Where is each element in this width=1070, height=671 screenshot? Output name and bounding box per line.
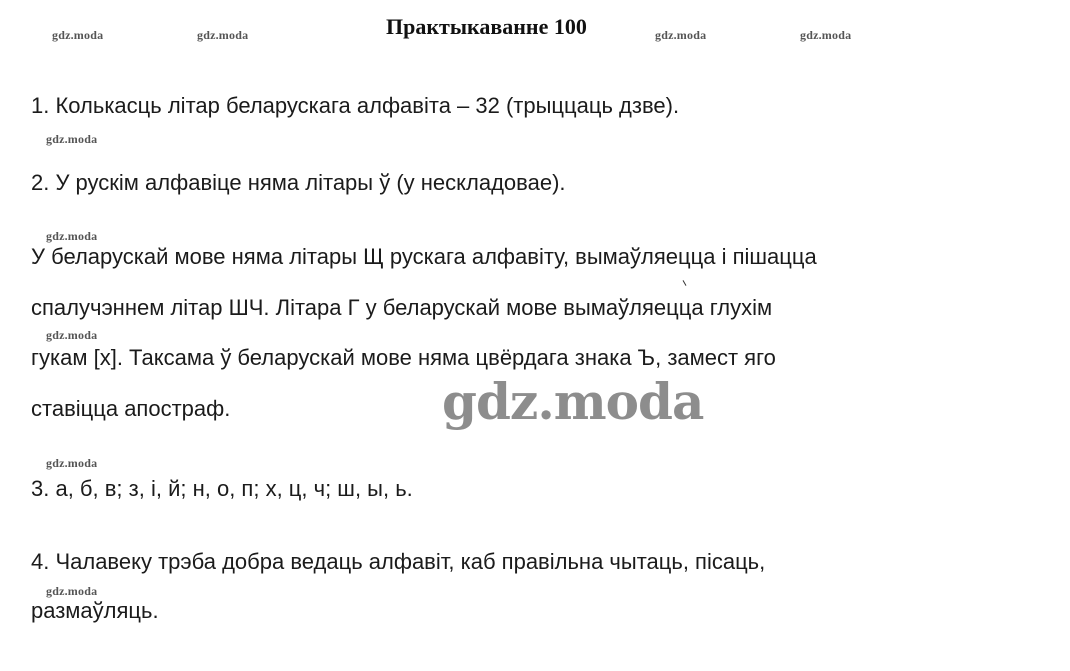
watermark-logo: gdz.moda	[442, 372, 704, 431]
watermark-text: gdz.moda	[46, 584, 98, 598]
watermark-text: gdz.moda	[46, 132, 98, 146]
watermark-text: gdz.moda	[46, 456, 98, 470]
answer-line-4: 4. Чалавеку трэба добра ведаць алфавіт, каб правільна чытаць, пісаць,	[31, 549, 766, 574]
watermark-text: gdz.moda	[52, 28, 104, 42]
answer-line-1: 1. Колькасць літар беларускага алфавіта – 32 (трыццаць дзве).	[31, 93, 680, 118]
page-title: Практыкаванне 100	[386, 14, 587, 39]
answer-line-3: 3. а, б, в; з, і, й; н, о, п; х, ц, ч; ш, ы, ь.	[31, 476, 413, 501]
watermark-text: gdz.moda	[800, 28, 852, 42]
watermark-text: gdz.moda	[46, 229, 98, 243]
paragraph-line-4: ставіцца апостраф.	[31, 396, 231, 421]
paragraph-line-1: У беларускай мове няма літары Щ рускага алфавіту, вымаўляецца і пішацца	[31, 244, 817, 269]
paragraph-line-2: спалучэннем літар ШЧ. Літара Г у беларускай мове вымаўляецца глухім	[31, 295, 773, 320]
paragraph-line-3: гукам [х]. Таксама ў беларускай мове няма цвёрдага знака Ъ, замест яго	[31, 345, 776, 370]
answer-line-2: 2. У рускім алфавіце няма літары ў (у нескладовае).	[31, 170, 566, 195]
answer-line-4-continued: размаўляць.	[31, 598, 159, 623]
watermark-text: gdz.moda	[46, 328, 98, 342]
stray-mark	[683, 280, 687, 286]
watermark-text: gdz.moda	[655, 28, 707, 42]
watermark-text: gdz.moda	[197, 28, 249, 42]
